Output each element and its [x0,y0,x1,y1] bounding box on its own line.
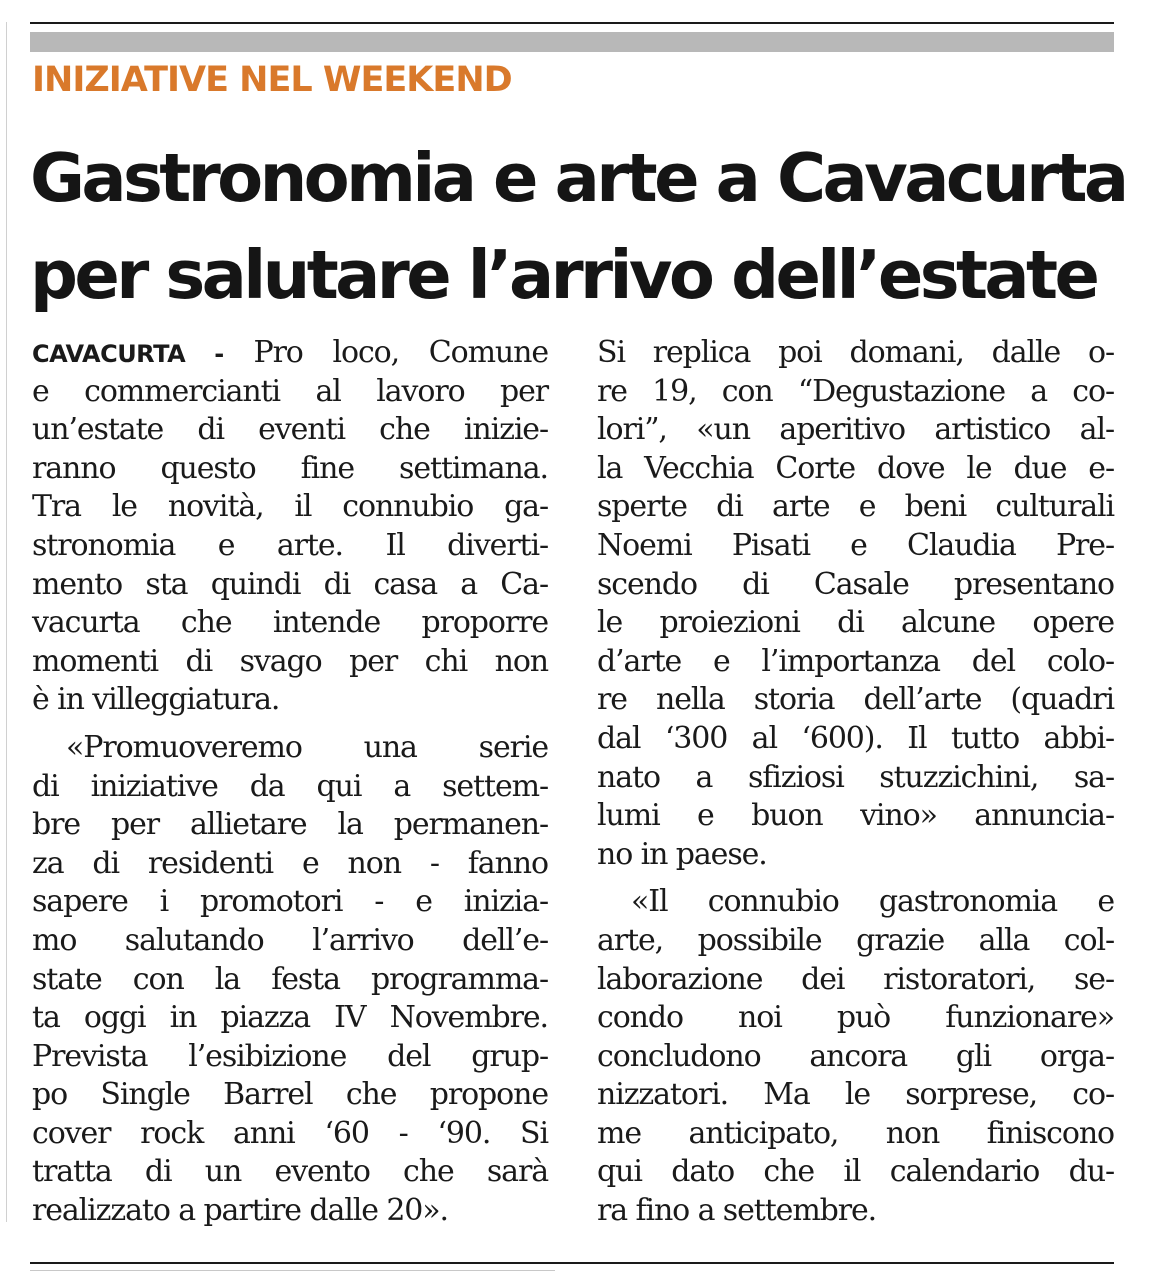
top-rule [30,22,1114,24]
text-line: d’arte e l’importanza del colo- [597,643,1114,679]
text-line: sapere i promotori - e inizia- [32,884,548,920]
text-line: bre per allietare la permanen- [32,807,548,843]
header-band [30,32,1114,52]
text-line: Tra le novità, il connubio ga- [32,489,548,525]
text-line: concludono ancora gli orga- [597,1038,1114,1074]
text-line: za di residenti e non - fanno [32,845,548,881]
text-line: sperte di arte e beni culturali [597,489,1114,525]
text-line: ranno questo fine settimana. [32,450,548,486]
text-line: laborazione dei ristoratori, se- [597,961,1114,997]
dateline: CAVACURTA - [32,340,224,368]
text-line: state con la festa programma- [32,961,548,997]
text-line: condo noi può funzionare» [597,1000,1114,1036]
text-line: scendo di Casale presentano [597,566,1114,602]
text-line-content: Pro loco, Comune [253,335,549,370]
text-line: nato a sfiziosi stuzzichini, sa- [597,759,1114,795]
right-column [597,334,1114,1231]
text-line: momenti di svago per chi non [32,643,548,679]
bottom-thin-rule [30,1270,555,1271]
text-line: lumi e buon vino» annuncia- [597,798,1114,834]
text-line: mento sta quindi di casa a Ca- [32,566,548,602]
text-line: ra fino a settembre. [597,1193,877,1229]
text-line: dal ‘300 al ‘600). Il tutto abbi- [597,720,1114,756]
headline [30,130,1130,324]
text-line: «Promuoveremo una serie [66,729,548,765]
text-line: nizzatori. Ma le sorprese, co- [597,1077,1114,1113]
text-line: è in villeggiatura. [32,682,280,718]
text-line: tratta di un evento che sarà [32,1154,548,1190]
text-line: lori”, «un aperitivo artistico al- [597,412,1114,448]
text-line [32,334,548,373]
text-line: Noemi Pisati e Claudia Pre- [597,527,1114,563]
text-line: la Vecchia Corte dove le due e- [597,450,1114,486]
text-line: Prevista l’esibizione del grup- [32,1038,548,1074]
text-line: stronomia e arte. Il diverti- [32,527,548,563]
text-line: me anticipato, non finiscono [597,1115,1114,1151]
text-line: e commercianti al lavoro per [32,373,548,409]
text-line: le proiezioni di alcune opere [597,605,1114,641]
text-line: qui dato che il calendario du- [597,1154,1114,1190]
text-line: arte, possibile grazie alla col- [597,922,1114,958]
text-line: re 19, con “Degustazione a co- [597,373,1114,409]
text-line: Si replica poi domani, dalle o- [597,335,1114,370]
text-line: no in paese. [597,836,767,872]
text-line: vacurta che intende proporre [32,605,548,641]
text-line: un’estate di eventi che inizie- [32,412,548,448]
text-line: po Single Barrel che propone [32,1077,548,1113]
bottom-rule [30,1262,1114,1264]
text-line: ta oggi in piazza IV Novembre. [32,1000,548,1036]
left-column [32,334,548,1231]
text-line: «Il connubio gastronomia e [631,884,1114,920]
text-line: di iniziative da qui a settem- [32,768,548,804]
text-line: cover rock anni ‘60 - ‘90. Si [32,1115,548,1151]
headline-line-2: per salutare l’arrivo dell’estate [30,236,1097,314]
headline-line-1: Gastronomia e arte a Cavacurta [30,139,1126,217]
margin-line [6,22,7,1222]
kicker: INIZIATIVE NEL WEEKEND [32,60,512,100]
text-line: re nella storia dell’arte (quadri [597,682,1114,718]
text-line: mo salutando l’arrivo dell’e- [32,922,548,958]
text-line: realizzato a partire dalle 20». [32,1193,448,1229]
